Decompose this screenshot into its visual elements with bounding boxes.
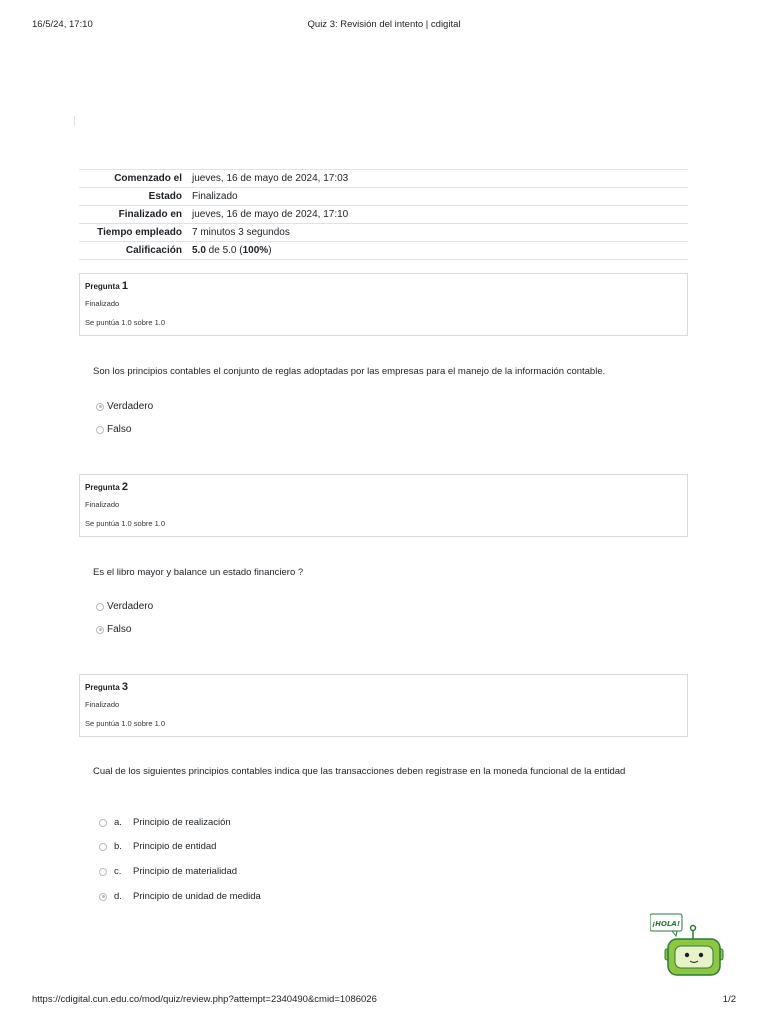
summary-row bbox=[79, 188, 688, 206]
radio-icon[interactable] bbox=[99, 868, 107, 876]
chat-bot-widget[interactable] bbox=[650, 913, 724, 981]
radio-selected-icon[interactable] bbox=[99, 893, 107, 901]
question-label: Pregunta bbox=[85, 282, 120, 291]
question-num: 2 bbox=[121, 481, 129, 493]
print-page-title: Quiz 3: Revisión del intento | cdigital bbox=[307, 19, 461, 30]
question-info-3 bbox=[79, 674, 688, 737]
option-true-q2[interactable] bbox=[96, 601, 153, 612]
summary-row bbox=[79, 242, 688, 260]
question-num: 3 bbox=[121, 681, 129, 693]
question-state: Finalizado bbox=[85, 500, 120, 509]
summary-row bbox=[79, 206, 688, 224]
question-num: 1 bbox=[121, 280, 129, 292]
option-label: Verdadero bbox=[107, 401, 154, 412]
summary-row bbox=[79, 224, 688, 242]
option-letter: a. bbox=[114, 817, 122, 828]
question-state: Finalizado bbox=[85, 299, 120, 308]
summary-label: Tiempo empleado bbox=[79, 224, 187, 242]
grade-score: 5.0 bbox=[192, 245, 206, 256]
question-text-3: Cual de los siguientes principios contables indica que las transacciones deben registrase en la moneda funcional de la entidad bbox=[93, 766, 626, 777]
question-grade: Se puntúa 1.0 sobre 1.0 bbox=[85, 519, 166, 528]
question-info-2 bbox=[79, 474, 688, 537]
option-true-q1[interactable] bbox=[96, 401, 153, 412]
summary-row bbox=[79, 170, 688, 188]
option-d-q3[interactable] bbox=[99, 891, 261, 902]
question-text-1: Son los principios contables el conjunto de reglas adoptadas por las empresas para el manejo de la información contable. bbox=[93, 366, 606, 377]
option-label: Principio de entidad bbox=[133, 841, 217, 852]
option-a-q3[interactable] bbox=[99, 817, 231, 828]
summary-label: Finalizado en bbox=[79, 206, 187, 224]
option-letter: d. bbox=[114, 891, 122, 902]
radio-selected-icon[interactable] bbox=[96, 626, 104, 634]
option-label: Verdadero bbox=[107, 601, 154, 612]
grade-percent: 100% bbox=[242, 245, 269, 256]
option-letter: b. bbox=[114, 841, 122, 852]
question-grade: Se puntúa 1.0 sobre 1.0 bbox=[85, 719, 166, 728]
question-number bbox=[85, 481, 128, 493]
summary-label: Comenzado el bbox=[79, 170, 187, 188]
summary-grade-value bbox=[187, 242, 688, 260]
option-label: Principio de materialidad bbox=[133, 866, 238, 877]
summary-value: 7 minutos 3 segundos bbox=[187, 224, 688, 242]
option-c-q3[interactable] bbox=[99, 866, 237, 877]
option-label: Principio de realización bbox=[133, 817, 231, 828]
summary-value: jueves, 16 de mayo de 2024, 17:03 bbox=[187, 170, 688, 188]
radio-icon[interactable] bbox=[96, 603, 104, 611]
print-datetime: 16/5/24, 17:10 bbox=[32, 19, 93, 30]
attempt-summary-table bbox=[79, 169, 688, 260]
summary-value: jueves, 16 de mayo de 2024, 17:10 bbox=[187, 206, 688, 224]
summary-value: Finalizado bbox=[187, 188, 688, 206]
option-label: Principio de unidad de medida bbox=[133, 891, 261, 902]
radio-icon[interactable] bbox=[99, 843, 107, 851]
radio-icon[interactable] bbox=[99, 819, 107, 827]
question-label: Pregunta bbox=[85, 483, 120, 492]
print-page-number: 1/2 bbox=[722, 994, 736, 1005]
chat-bot-greeting: ¡HOLA! bbox=[651, 920, 681, 928]
question-number bbox=[85, 280, 128, 292]
grade-of: de 5.0 ( bbox=[205, 245, 243, 256]
grade-close: ) bbox=[268, 245, 272, 256]
question-number bbox=[85, 681, 128, 693]
option-label: Falso bbox=[107, 624, 132, 635]
question-label: Pregunta bbox=[85, 683, 120, 692]
option-label: Falso bbox=[107, 424, 132, 435]
radio-icon[interactable] bbox=[96, 426, 104, 434]
question-state: Finalizado bbox=[85, 700, 120, 709]
summary-label: Calificación bbox=[79, 242, 187, 260]
site-logo-placeholder bbox=[74, 116, 75, 126]
option-b-q3[interactable] bbox=[99, 841, 216, 852]
question-grade: Se puntúa 1.0 sobre 1.0 bbox=[85, 318, 166, 327]
radio-selected-icon[interactable] bbox=[96, 403, 104, 411]
option-false-q1[interactable] bbox=[96, 424, 131, 435]
summary-label: Estado bbox=[79, 188, 187, 206]
robot-chat-icon[interactable] bbox=[650, 913, 724, 981]
question-info-1 bbox=[79, 273, 688, 336]
option-letter: c. bbox=[114, 866, 122, 877]
option-false-q2[interactable] bbox=[96, 624, 131, 635]
print-url: https://cdigital.cun.edu.co/mod/quiz/review.php?attempt=2340490&cmid=1086026 bbox=[32, 994, 377, 1005]
question-text-2: Es el libro mayor y balance un estado financiero ? bbox=[93, 567, 304, 578]
